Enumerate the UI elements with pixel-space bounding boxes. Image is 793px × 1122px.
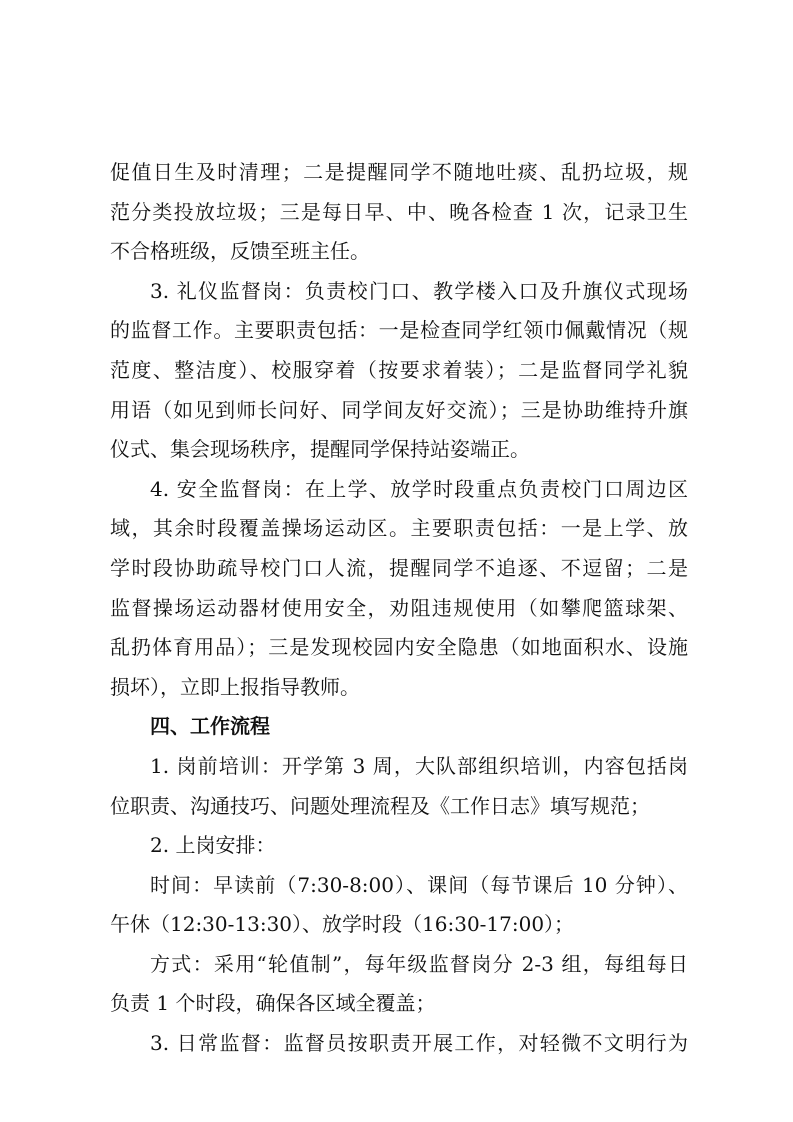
document-body: [110, 153, 688, 1064]
paragraph-line: 方式：采用“轮值制”，每年级监督岗分 2-3 组，每组每日: [150, 951, 688, 976]
paragraph-line: 3. 日常监督：监督员按职责开展工作，对轻微不文明行为: [150, 1031, 688, 1056]
paragraph-line: 3. 礼仪监督岗：负责校门口、教学楼入口及升旗仪式现场: [150, 278, 688, 303]
paragraph-line: 不合格班级，反馈至班主任。: [110, 239, 370, 264]
paragraph-line: 负责 1 个时段，确保各区域全覆盖；: [110, 991, 436, 1016]
paragraph-line: 域，其余时段覆盖操场运动区。主要职责包括：一是上学、放: [110, 516, 688, 541]
paragraph-line: 1. 岗前培训：开学第 3 周，大队部组织培训，内容包括岗: [150, 753, 688, 778]
paragraph-line: 损坏），立即上报指导教师。: [110, 674, 360, 699]
paragraph-line: 2. 上岗安排：: [150, 833, 276, 858]
paragraph-line: 监督操场运动器材使用安全，劝阻违规使用（如攀爬篮球架、: [110, 595, 688, 620]
paragraph-line: 位职责、沟通技巧、问题处理流程及《工作日志》填写规范；: [110, 793, 650, 818]
paragraph-line: 的监督工作。主要职责包括：一是检查同学红领巾佩戴情况（规: [110, 318, 688, 343]
paragraph-line: 范分类投放垃圾；三是每日早、中、晚各检查 1 次，记录卫生: [110, 199, 688, 224]
paragraph-line: 用语（如见到师长问好、同学间友好交流）；三是协助维持升旗: [110, 397, 688, 422]
paragraph-line: 学时段协助疏导校门口人流，提醒同学不追逐、不逗留；二是: [110, 555, 688, 580]
section-heading: 四、工作流程: [150, 714, 270, 739]
paragraph-line: 午休（12:30-13:30）、放学时段（16:30-17:00）；: [110, 912, 575, 937]
paragraph-line: 时间：早读前（7:30-8:00）、课间（每节课后 10 分钟）、: [150, 872, 688, 897]
paragraph-line: 促值日生及时清理；二是提醒同学不随地吐痰、乱扔垃圾，规: [110, 160, 688, 184]
paragraph-line: 4. 安全监督岗：在上学、放学时段重点负责校门口周边区: [150, 476, 688, 501]
paragraph-line: 乱扔体育用品）；三是发现校园内安全隐患（如地面积水、设施: [110, 635, 688, 660]
paragraph-line: 范度、整洁度）、校服穿着（按要求着装）；二是监督同学礼貌: [110, 357, 688, 382]
paragraph-line: 仪式、集会现场秩序，提醒同学保持站姿端正。: [110, 437, 530, 462]
